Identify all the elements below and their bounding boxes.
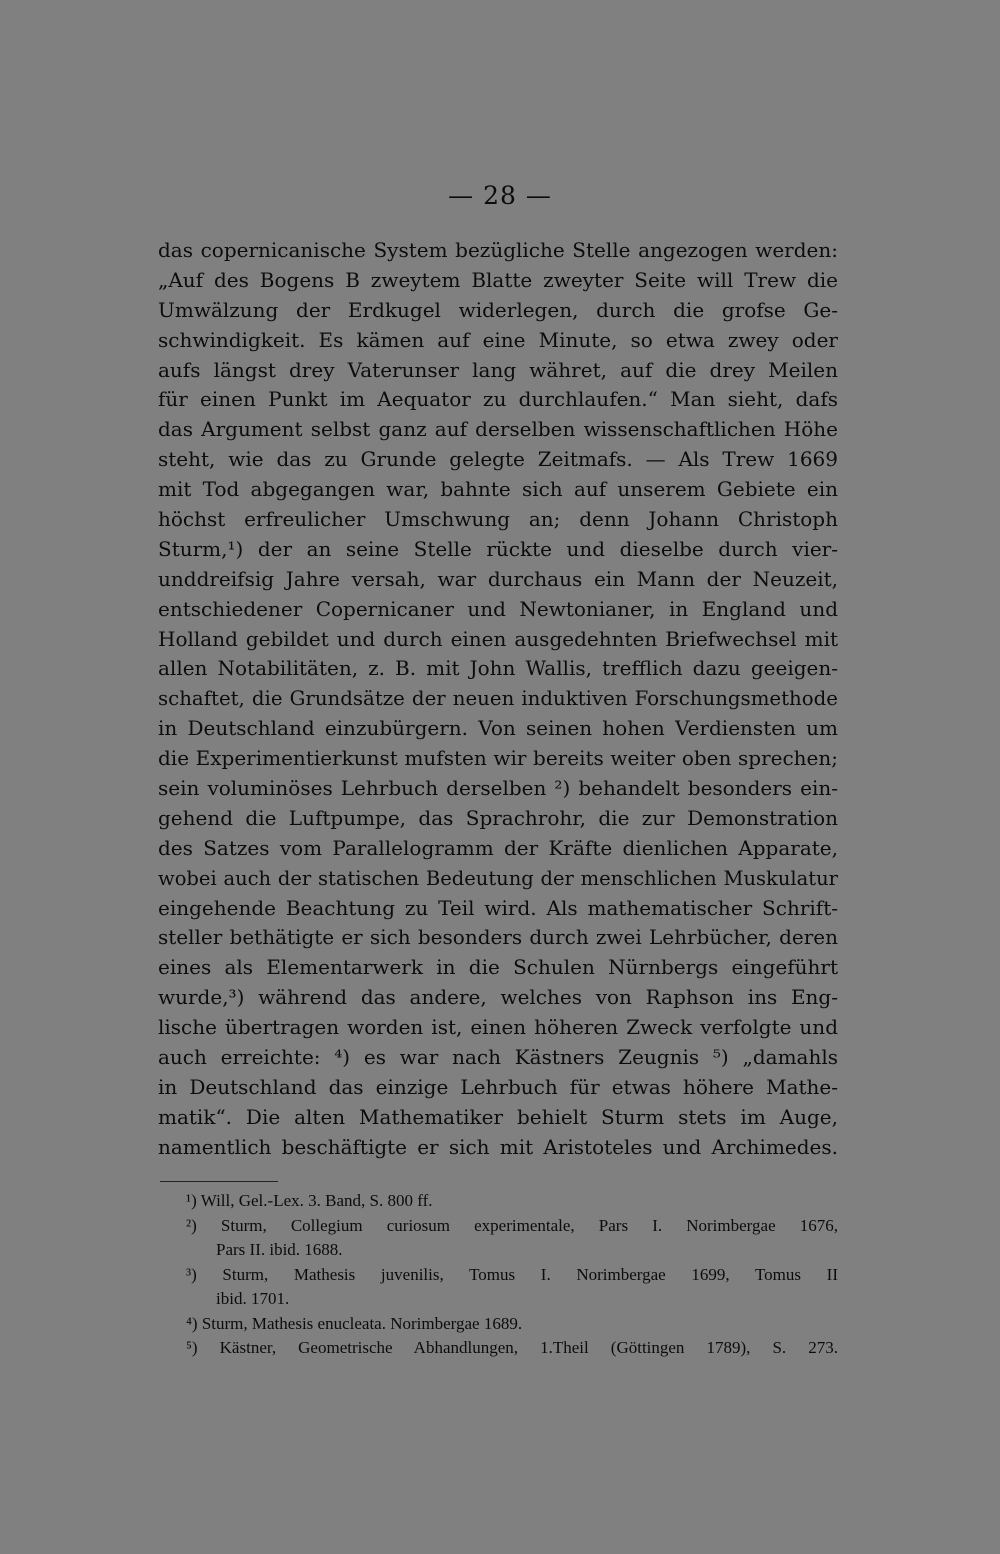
text-line: lische übertragen worden ist, einen höheren Zweck verfolgte und <box>158 1015 838 1040</box>
text-line: Umwälzung der Erdkugel widerlegen, durch die grofse Ge- <box>158 297 838 322</box>
text-line: in Deutschland einzubürgern. Von seinen hohen Verdiensten um <box>158 716 838 741</box>
text-line: in Deutschland das einzige Lehrbuch für etwas höhere Mathe- <box>158 1074 838 1099</box>
text-line: Holland gebildet und durch einen ausgedehnten Briefwechsel mit <box>158 626 838 651</box>
footnote-3: ³) Sturm, Mathesis juvenilis, Tomus I. Norimbergae 1699, Tomus II <box>186 1264 838 1284</box>
footnote-4: ⁴) Sturm, Mathesis enucleata. Norimbergae 1689. <box>186 1313 523 1333</box>
text-line: eingehende Beachtung zu Teil wird. Als mathematischer Schrift- <box>158 895 838 920</box>
text-line: auch erreichte: ⁴) es war nach Kästners Zeugnis ⁵) „damahls <box>158 1045 838 1070</box>
footnote-1: ¹) Will, Gel.-Lex. 3. Band, S. 800 ff. <box>186 1191 433 1210</box>
text-line: schwindigkeit. Es kämen auf eine Minute, so etwa zwey oder <box>158 327 838 352</box>
footnote-2: ²) Sturm, Collegium curiosum experimentale, Pars I. Norimbergae 1676, <box>186 1215 838 1235</box>
text-line: das Argument selbst ganz auf derselben wissenschaftlichen Höhe <box>158 417 838 442</box>
text-line: das copernicanische System bezügliche Stelle angezogen werden: <box>158 238 838 262</box>
text-line: allen Notabilitäten, z. B. mit John Wallis, trefflich dazu geeigen- <box>158 656 838 681</box>
text-line: steht, wie das zu Grunde gelegte Zeitmafs. — Als Trew 1669 <box>158 447 838 472</box>
text-line: des Satzes vom Parallelogramm der Kräfte dienlichen Apparate, <box>158 835 838 860</box>
text-line: matik“. Die alten Mathematiker behielt Sturm stets im Auge, <box>158 1104 838 1129</box>
footnote-5: ⁵) Kästner, Geometrische Abhandlungen, 1.Theil (Göttingen 1789), S. 273. <box>186 1338 838 1357</box>
text-line: entschiedener Copernicaner und Newtonianer, in England und <box>158 596 838 621</box>
text-line: wobei auch der statischen Bedeutung der menschlichen Muskulatur <box>158 866 838 890</box>
text-line: sein voluminöses Lehrbuch derselben ²) behandelt besonders ein- <box>158 776 838 801</box>
footnote-3-continuation: ibid. 1701. <box>216 1289 290 1308</box>
text-line: eines als Elementarwerk in die Schulen Nürnbergs eingeführt <box>158 955 838 980</box>
body-text <box>158 236 838 1163</box>
text-line: „Auf des Bogens B zweytem Blatte zweyter Seite will Trew die <box>158 267 838 292</box>
text-line: schaftet, die Grundsätze der neuen induktiven Forschungsmethode <box>158 687 838 711</box>
text-line: gehend die Luftpumpe, das Sprachrohr, die zur Demonstration <box>158 805 838 830</box>
footnotes <box>186 1189 838 1361</box>
text-line: wurde,³) während das andere, welches von Raphson ins Eng- <box>158 985 838 1010</box>
text-line: für einen Punkt im Aequator zu durchlaufen.“ Man sieht, dafs <box>158 387 838 412</box>
text-line: Sturm,¹) der an seine Stelle rückte und dieselbe durch vier- <box>158 536 838 561</box>
footnote-separator <box>160 1181 278 1182</box>
text-line: höchst erfreulicher Umschwung an; denn Johann Christoph <box>158 507 838 532</box>
text-line: aufs längst drey Vaterunser lang währet, auf die drey Meilen <box>158 357 838 382</box>
text-line: mit Tod abgegangen war, bahnte sich auf unserem Gebiete ein <box>158 477 838 502</box>
text-line: namentlich beschäftigte er sich mit Aristoteles und Archimedes. <box>158 1134 838 1159</box>
footnote-2-continuation: Pars II. ibid. 1688. <box>216 1240 343 1259</box>
text-line: unddreifsig Jahre versah, war durchaus ein Mann der Neuzeit, <box>158 566 838 591</box>
page-number: — 28 — <box>448 181 552 210</box>
text-line: die Experimentierkunst mufsten wir bereits weiter oben sprechen; <box>158 746 838 771</box>
text-line: steller bethätigte er sich besonders durch zwei Lehrbücher, deren <box>158 925 838 950</box>
